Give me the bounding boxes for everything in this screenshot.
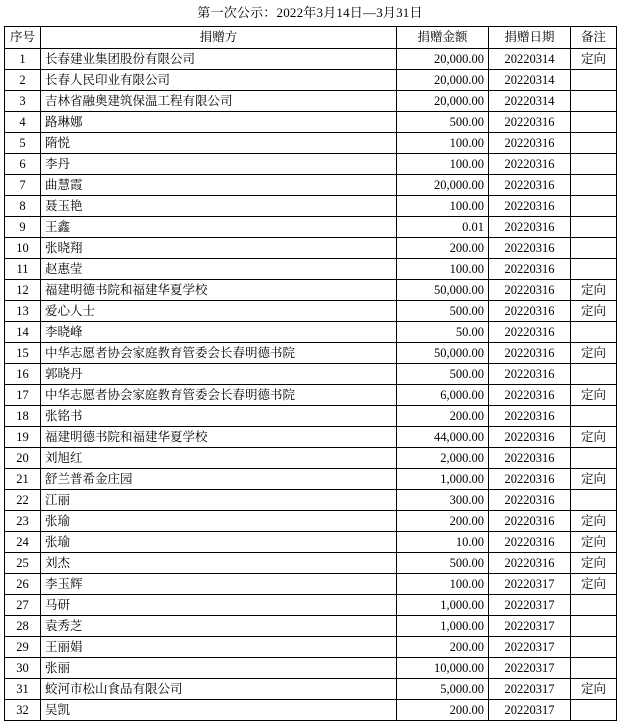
table-row	[5, 217, 617, 238]
table-row	[5, 154, 617, 175]
table-row	[5, 385, 617, 406]
cell-note	[571, 259, 617, 280]
cell-amount: 200.00	[397, 406, 489, 427]
cell-date: 20220316	[489, 154, 571, 175]
cell-index: 16	[5, 364, 41, 385]
cell-note: 定向	[571, 469, 617, 490]
cell-amount: 300.00	[397, 490, 489, 511]
cell-date: 20220316	[489, 469, 571, 490]
table-row	[5, 133, 617, 154]
cell-date: 20220316	[489, 490, 571, 511]
cell-amount: 100.00	[397, 574, 489, 595]
cell-index: 25	[5, 553, 41, 574]
cell-date: 20220317	[489, 574, 571, 595]
cell-amount: 20,000.00	[397, 70, 489, 91]
cell-donor: 中华志愿者协会家庭教育管委会长春明德书院	[41, 343, 397, 364]
cell-note: 定向	[571, 49, 617, 70]
cell-amount: 50,000.00	[397, 343, 489, 364]
cell-index: 30	[5, 658, 41, 679]
cell-note: 定向	[571, 343, 617, 364]
cell-index: 22	[5, 490, 41, 511]
cell-date: 20220316	[489, 553, 571, 574]
cell-donor: 张丽	[41, 658, 397, 679]
cell-date: 20220316	[489, 175, 571, 196]
cell-index: 13	[5, 301, 41, 322]
cell-note	[571, 175, 617, 196]
cell-amount: 1,000.00	[397, 616, 489, 637]
cell-note: 定向	[571, 553, 617, 574]
table-row	[5, 196, 617, 217]
cell-index: 20	[5, 448, 41, 469]
cell-donor: 刘旭红	[41, 448, 397, 469]
cell-date: 20220317	[489, 679, 571, 700]
cell-index: 12	[5, 280, 41, 301]
cell-donor: 李丹	[41, 154, 397, 175]
cell-date: 20220316	[489, 133, 571, 154]
cell-date: 20220314	[489, 70, 571, 91]
cell-donor: 张瑜	[41, 511, 397, 532]
table-row	[5, 301, 617, 322]
cell-date: 20220316	[489, 196, 571, 217]
cell-date: 20220316	[489, 112, 571, 133]
cell-amount: 10,000.00	[397, 658, 489, 679]
cell-note: 定向	[571, 532, 617, 553]
cell-note	[571, 217, 617, 238]
cell-date: 20220316	[489, 406, 571, 427]
cell-index: 7	[5, 175, 41, 196]
cell-amount: 200.00	[397, 700, 489, 721]
cell-amount: 200.00	[397, 238, 489, 259]
cell-amount: 0.01	[397, 217, 489, 238]
cell-note	[571, 406, 617, 427]
cell-donor: 马研	[41, 595, 397, 616]
table-row	[5, 406, 617, 427]
table-row	[5, 112, 617, 133]
table-row	[5, 280, 617, 301]
cell-donor: 王丽娟	[41, 637, 397, 658]
cell-index: 15	[5, 343, 41, 364]
cell-donor: 蛟河市松山食品有限公司	[41, 679, 397, 700]
cell-amount: 200.00	[397, 511, 489, 532]
page-title: 第一次公示：2022年3月14日—3月31日	[197, 5, 423, 20]
cell-index: 17	[5, 385, 41, 406]
cell-note	[571, 490, 617, 511]
cell-amount: 1,000.00	[397, 595, 489, 616]
cell-amount: 500.00	[397, 553, 489, 574]
column-header-date: 捐赠日期	[489, 27, 571, 49]
table-row	[5, 511, 617, 532]
cell-amount: 100.00	[397, 196, 489, 217]
cell-index: 27	[5, 595, 41, 616]
cell-amount: 100.00	[397, 259, 489, 280]
table-row	[5, 364, 617, 385]
table-row	[5, 70, 617, 91]
cell-index: 11	[5, 259, 41, 280]
cell-index: 21	[5, 469, 41, 490]
cell-date: 20220314	[489, 49, 571, 70]
cell-index: 6	[5, 154, 41, 175]
cell-note: 定向	[571, 385, 617, 406]
table-row	[5, 259, 617, 280]
cell-note	[571, 70, 617, 91]
cell-date: 20220316	[489, 301, 571, 322]
cell-donor: 江丽	[41, 490, 397, 511]
cell-donor: 隋悦	[41, 133, 397, 154]
cell-date: 20220314	[489, 91, 571, 112]
cell-note: 定向	[571, 679, 617, 700]
cell-index: 5	[5, 133, 41, 154]
cell-date: 20220316	[489, 322, 571, 343]
cell-index: 1	[5, 49, 41, 70]
cell-donor: 福建明德书院和福建华夏学校	[41, 427, 397, 448]
cell-date: 20220316	[489, 238, 571, 259]
cell-date: 20220316	[489, 217, 571, 238]
cell-index: 26	[5, 574, 41, 595]
cell-donor: 路琳娜	[41, 112, 397, 133]
cell-donor: 张晓翔	[41, 238, 397, 259]
cell-index: 18	[5, 406, 41, 427]
table-row	[5, 616, 617, 637]
cell-index: 14	[5, 322, 41, 343]
cell-note	[571, 595, 617, 616]
table-header	[5, 27, 617, 49]
cell-note	[571, 364, 617, 385]
cell-index: 10	[5, 238, 41, 259]
cell-amount: 1,000.00	[397, 469, 489, 490]
cell-date: 20220316	[489, 364, 571, 385]
cell-donor: 爱心人士	[41, 301, 397, 322]
cell-index: 3	[5, 91, 41, 112]
table-row	[5, 49, 617, 70]
table-row	[5, 175, 617, 196]
cell-note: 定向	[571, 427, 617, 448]
table-body	[5, 49, 617, 721]
cell-note: 定向	[571, 280, 617, 301]
cell-index: 31	[5, 679, 41, 700]
cell-date: 20220317	[489, 616, 571, 637]
cell-index: 28	[5, 616, 41, 637]
cell-date: 20220317	[489, 637, 571, 658]
cell-date: 20220316	[489, 343, 571, 364]
cell-donor: 曲慧霞	[41, 175, 397, 196]
table-row	[5, 238, 617, 259]
cell-amount: 500.00	[397, 301, 489, 322]
cell-index: 23	[5, 511, 41, 532]
table-row	[5, 427, 617, 448]
cell-donor: 李玉辉	[41, 574, 397, 595]
table-header-row	[5, 27, 617, 49]
cell-note	[571, 154, 617, 175]
table-row	[5, 469, 617, 490]
table-row	[5, 658, 617, 679]
cell-note	[571, 133, 617, 154]
cell-index: 2	[5, 70, 41, 91]
table-row	[5, 532, 617, 553]
cell-amount: 20,000.00	[397, 175, 489, 196]
cell-note	[571, 238, 617, 259]
table-row	[5, 637, 617, 658]
cell-amount: 500.00	[397, 364, 489, 385]
cell-amount: 2,000.00	[397, 448, 489, 469]
table-row	[5, 322, 617, 343]
cell-amount: 20,000.00	[397, 91, 489, 112]
cell-index: 19	[5, 427, 41, 448]
cell-amount: 500.00	[397, 112, 489, 133]
table-row	[5, 595, 617, 616]
cell-date: 20220316	[489, 280, 571, 301]
cell-date: 20220317	[489, 658, 571, 679]
cell-date: 20220316	[489, 511, 571, 532]
cell-amount: 50,000.00	[397, 280, 489, 301]
cell-amount: 20,000.00	[397, 49, 489, 70]
cell-date: 20220316	[489, 259, 571, 280]
cell-donor: 聂玉艳	[41, 196, 397, 217]
cell-donor: 李晓峰	[41, 322, 397, 343]
cell-donor: 赵惠莹	[41, 259, 397, 280]
cell-note: 定向	[571, 511, 617, 532]
cell-donor: 长春人民印业有限公司	[41, 70, 397, 91]
cell-amount: 6,000.00	[397, 385, 489, 406]
cell-note: 定向	[571, 574, 617, 595]
cell-donor: 福建明德书院和福建华夏学校	[41, 280, 397, 301]
cell-index: 29	[5, 637, 41, 658]
cell-donor: 吴凯	[41, 700, 397, 721]
cell-date: 20220317	[489, 595, 571, 616]
cell-donor: 长春建业集团股份有限公司	[41, 49, 397, 70]
cell-date: 20220316	[489, 385, 571, 406]
cell-donor: 袁秀芝	[41, 616, 397, 637]
column-header-index: 序号	[5, 27, 41, 49]
cell-donor: 张瑜	[41, 532, 397, 553]
cell-donor: 中华志愿者协会家庭教育管委会长春明德书院	[41, 385, 397, 406]
cell-donor: 郭晓丹	[41, 364, 397, 385]
table-row	[5, 679, 617, 700]
cell-note	[571, 91, 617, 112]
column-header-note: 备注	[571, 27, 617, 49]
cell-date: 20220316	[489, 448, 571, 469]
table-row	[5, 448, 617, 469]
table-row	[5, 490, 617, 511]
cell-note	[571, 637, 617, 658]
column-header-donor: 捐赠方	[41, 27, 397, 49]
cell-date: 20220316	[489, 532, 571, 553]
cell-amount: 50.00	[397, 322, 489, 343]
cell-index: 24	[5, 532, 41, 553]
cell-amount: 44,000.00	[397, 427, 489, 448]
cell-date: 20220317	[489, 700, 571, 721]
cell-donor: 吉林省融奥建筑保温工程有限公司	[41, 91, 397, 112]
table-row	[5, 700, 617, 721]
table-row	[5, 574, 617, 595]
cell-amount: 100.00	[397, 133, 489, 154]
cell-amount: 5,000.00	[397, 679, 489, 700]
cell-index: 9	[5, 217, 41, 238]
cell-donor: 舒兰普希金庄园	[41, 469, 397, 490]
cell-note	[571, 196, 617, 217]
table-row	[5, 343, 617, 364]
donation-table	[4, 26, 617, 721]
cell-amount: 100.00	[397, 154, 489, 175]
cell-donor: 张铭书	[41, 406, 397, 427]
cell-amount: 10.00	[397, 532, 489, 553]
cell-note	[571, 322, 617, 343]
cell-amount: 200.00	[397, 637, 489, 658]
cell-note: 定向	[571, 301, 617, 322]
cell-note	[571, 700, 617, 721]
table-row	[5, 91, 617, 112]
cell-note	[571, 448, 617, 469]
cell-index: 4	[5, 112, 41, 133]
column-header-amount: 捐赠金额	[397, 27, 489, 49]
table-row	[5, 553, 617, 574]
cell-donor: 刘杰	[41, 553, 397, 574]
cell-index: 8	[5, 196, 41, 217]
cell-note	[571, 112, 617, 133]
cell-note	[571, 616, 617, 637]
cell-note	[571, 658, 617, 679]
cell-date: 20220316	[489, 427, 571, 448]
cell-donor: 王鑫	[41, 217, 397, 238]
cell-index: 32	[5, 700, 41, 721]
